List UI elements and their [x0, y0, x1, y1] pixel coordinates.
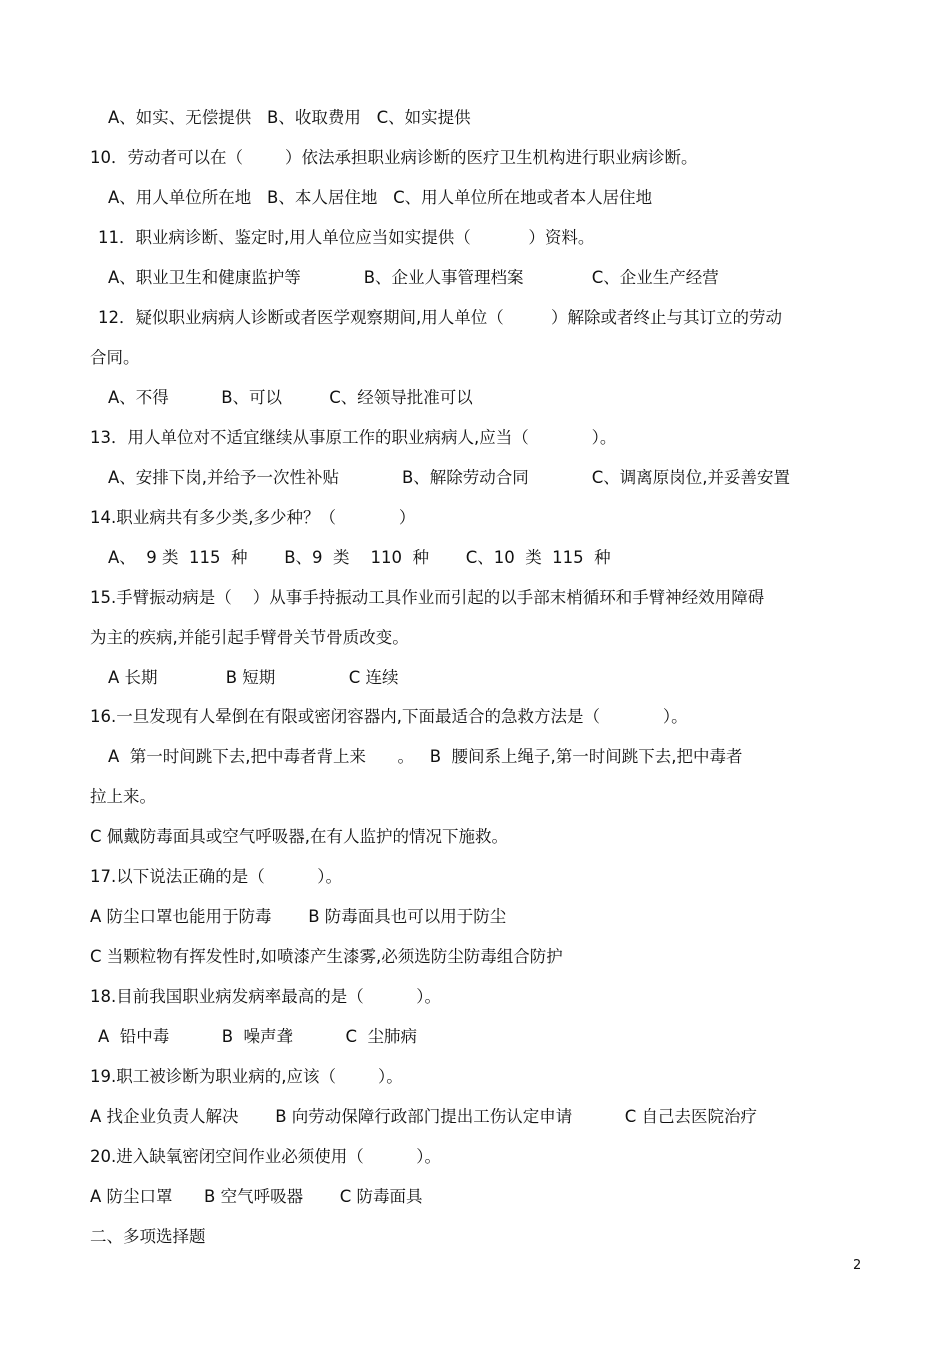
option-line-q10: A、用人单位所在地 B、本人居住地 C、用人单位所在地或者本人居住地 [108, 188, 653, 207]
option-line-q14: A、 9 类 115 种 B、9 类 110 种 C、10 类 115 种 [108, 548, 611, 567]
option-line-q11: A、职业卫生和健康监护等 B、企业人事管理档案 C、企业生产经营 [108, 268, 719, 287]
option-line-q17-ab: A 防尘口罩也能用于防毒 B 防毒面具也可以用于防尘 [90, 907, 507, 926]
question-14: 14.职业病共有多少类,多少种？（ ） [90, 508, 416, 527]
question-13: 13．用人单位对不适宜继续从事原工作的职业病病人,应当（ ）。 [90, 428, 617, 447]
option-line-q9: A、如实、无偿提供 B、收取费用 C、如实提供 [108, 108, 471, 127]
question-11: 11．职业病诊断、鉴定时,用人单位应当如实提供（ ）资料。 [98, 228, 595, 247]
question-16: 16.一旦发现有人晕倒在有限或密闭容器内,下面最适合的急救方法是（ ）。 [90, 707, 688, 726]
question-15: 15.手臂振动病是（ ）从事手持振动工具作业而引起的以手部末梢循环和手臂神经效用障碍 [90, 588, 765, 607]
option-line-q13: A、安排下岗,并给予一次性补贴 B、解除劳动合同 C、调离原岗位,并妥善安置 [108, 468, 790, 487]
option-line-q20: A 防尘口罩 B 空气呼吸器 C 防毒面具 [90, 1187, 423, 1206]
page-number: 2 [853, 1258, 862, 1273]
question-20: 20.进入缺氧密闭空间作业必须使用（ ）。 [90, 1147, 441, 1166]
option-line-q17-c: C 当颗粒物有挥发性时,如喷漆产生漆雾,必须选防尘防毒组合防护 [90, 947, 563, 966]
option-line-q19: A 找企业负责人解决 B 向劳动保障行政部门提出工伤认定申请 C 自己去医院治疗 [90, 1107, 758, 1126]
question-18: 18.目前我国职业病发病率最高的是（ ）。 [90, 987, 441, 1006]
option-line-q16-ab: A 第一时间跳下去,把中毒者背上来 。 B 腰间系上绳子,第一时间跳下去,把中毒者 [108, 747, 743, 766]
question-19: 19.职工被诊断为职业病的,应该（ ）。 [90, 1067, 403, 1086]
section-heading-multiple-choice: 二、多项选择题 [90, 1227, 206, 1246]
option-line-q18: A 铅中毒 B 噪声聋 C 尘肺病 [98, 1027, 417, 1046]
question-12: 12．疑似职业病病人诊断或者医学观察期间,用人单位（ ）解除或者终止与其订立的劳动 [98, 308, 782, 327]
option-line-q12: A、不得 B、可以 C、经领导批准可以 [108, 388, 473, 407]
question-12-cont: 合同。 [90, 348, 140, 367]
question-10: 10．劳动者可以在（ ）依法承担职业病诊断的医疗卫生机构进行职业病诊断。 [90, 148, 698, 167]
question-17: 17.以下说法正确的是（ ）。 [90, 867, 342, 886]
option-line-q16-c: C 佩戴防毒面具或空气呼吸器,在有人监护的情况下施救。 [90, 827, 509, 846]
question-15-cont: 为主的疾病,并能引起手臂骨关节骨质改变。 [90, 628, 409, 647]
option-line-q15: A 长期 B 短期 C 连续 [108, 668, 399, 687]
option-line-q16-b-cont: 拉上来。 [90, 787, 156, 806]
